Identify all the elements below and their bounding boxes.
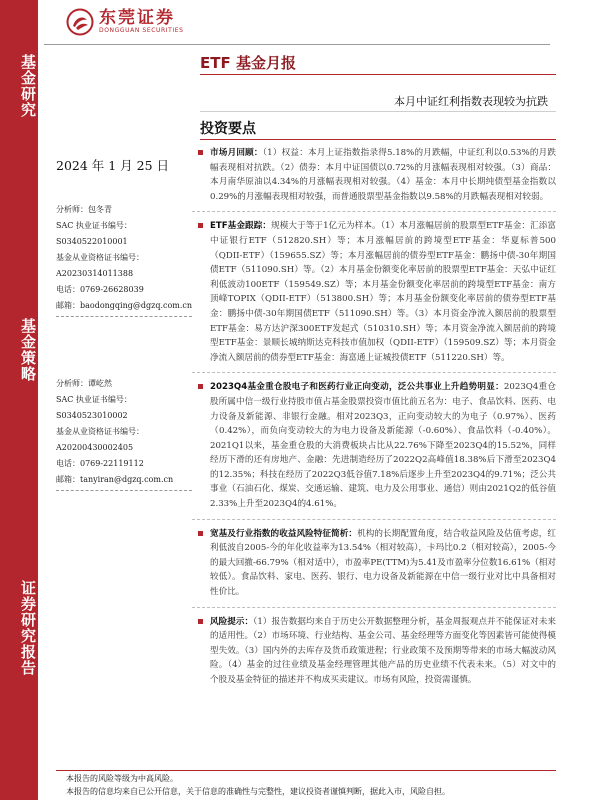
sidebar-label-fund-strategy: 基金策略 xyxy=(19,318,37,382)
point-body: 2023Q4重仓股所属中信一级行业持股市值占基金股票投资市值比前五名为：电子、食品饮料、医药、电力设备及新能源、非银行金融。相对2023Q3，正向变动较大的为电子（0.97%）、医药（0.42%），而负向变动较大的为电力设备及新能源（-0.60%）、食品饮料（-0.40%）。2021Q1以来，基金重仓股的大消费板块占比从22.76%下降至2023Q4的15.52%，同样经历下滑的还有房地产、金融：先进制造经历了2022Q2高峰值18.38%后下滑至2023Q4的12.35%；科技在经历了2022Q3低谷值7.18%后逐步上升至2023Q4的9.71%；泛公共事业（石油石化、煤炭、交通运输、建筑、电力及公用事业、通信）则由2021Q2的低谷值2.33%上升至2023Q4的4.61%。 xyxy=(210,382,556,510)
logo-english-name: DONGGUAN SECURITIES xyxy=(99,27,184,34)
report-date: 2024 年 1 月 25 日 xyxy=(56,158,170,173)
sidebar-label-securities-report: 证券研究报告 xyxy=(19,580,37,676)
sac-license-number: S0340523010002 xyxy=(56,411,128,420)
analyst-email: 邮箱：tanyiran@dgzq.com.cn xyxy=(56,475,174,484)
section-divider xyxy=(200,139,556,140)
header-divider xyxy=(44,44,550,45)
point-heading: 市场月回顾： xyxy=(210,148,263,158)
point-body: （1）权益：本月上证指数指录得5.18%的月跌幅，中证红利以0.53%的月跌幅表现相对抗跌。（2）债券：本月中证国债以0.72%的月涨幅表现相对较强。（3）商品：本月南华原油以4.34%的月涨幅表现相对较强。（4）基金：本月中长期纯债型基金指数以0.29%的月涨幅表现相对较强，而普通股票型基金指数以9.58%的月跌幅表现相对较弱。 xyxy=(210,148,556,202)
point-body: （1）报告数据均来自于历史公开数据整理分析，基金周报观点并不能保证对未来的适用性。（2）市场环境、行业结构、基金公司、基金经理等方面变化等因素皆可能使得模型失效。（3）国内外的去库存及货币政策进程；行业政策不及预期等带来的市场大幅波动风险。（4）基金的过往业绩及基金经理管理其他产品的历史业绩不代表未来。（5）对文中的个股及基金特征的描述并不构成买卖建议。市场有风险，投资需谨慎。 xyxy=(210,616,556,685)
subtitle-divider xyxy=(200,111,556,112)
sidebar-label-fund-research: 基金研究 xyxy=(19,54,37,118)
bullet-square-icon xyxy=(198,531,203,536)
fund-license-label: 基金从业资格证书编号： xyxy=(56,427,144,436)
analyst-divider xyxy=(56,316,192,317)
point-body: 机构的长期配置角度，结合收益风险及估值考虑，红利低波自2005-今的年化收益率为13.54%（相对较高），卡玛比0.2（相对较高），2005-今的最大回撤-66.79%（相对适中），市盈率PE(TTM)为5.41及市盈率分位数16.61%（相对较低）。食品饮料、家电、医药、银行、电力设备及新能源在中信一级行业对比中具备相对性价比。 xyxy=(210,528,556,598)
bullet-square-icon xyxy=(198,619,203,624)
info-source-note: 本报告的信息均来自已公开信息，关于信息的准确性与完整性，建议投资者谨慎判断，据此入市，风险自担。 xyxy=(66,787,450,796)
analyst-phone: 电话：0769-26628039 xyxy=(56,285,144,294)
analyst-divider xyxy=(56,490,192,491)
point-body: 规模大于等于1亿元为样本。（1）本月涨幅居前的股票型ETF基金：汇添富中证银行ETF（512820.SH）等；本月涨幅居前的跨境型ETF基金：华夏标普500（QDII-ETF）（159655.SZ）等；本月涨幅居前的债券型ETF基金：鹏扬中债-30年期国债ETF（511090.SH）等。（2）本月基金份额变化率居前的股票型ETF基金：天弘中证红利低波动100ETF（159549.SZ）等；本月基金份额变化率居前的跨境型ETF基金：南方顶峰TOPIX（QDII-ETF）（513800.SH）等；本月基金份额变化率居前的债券型ETF基金：鹏扬中债-30年期国债ETF（511090.SH）等。（3）本月资金净流入额居前的股票型ETF基金：易方达沪深300ETF发起式（510310.SH）等；本月资金净流入额居前的跨境型ETF基金：景顺长城纳斯达克科技市值加权（QDII-ETF）（159509.SZ）等；本月资金净流入额居前的债券型ETF基金：海富通上证城投债ETF（511220.SH）等。 xyxy=(210,221,556,363)
point-market-review xyxy=(192,146,556,212)
point-risk-return xyxy=(192,527,556,608)
fund-license-label: 基金从业资格证书编号： xyxy=(56,253,144,262)
key-points xyxy=(192,146,556,702)
point-heading: 2023Q4基金重仓股电子和医药行业正向变动，泛公共事业上升趋势明显： xyxy=(210,382,504,393)
sac-license-label: SAC 执业证书编号： xyxy=(56,221,132,230)
fund-license-number: A20230314011388 xyxy=(56,269,134,278)
point-heading: ETF基金跟踪： xyxy=(210,221,272,232)
point-heading: 宽基及行业指数的收益风险特征简析： xyxy=(210,528,358,539)
footer-disclaimer xyxy=(66,772,450,798)
point-holdings xyxy=(192,380,556,519)
report-subtitle: 本月中证红利指数表现较为抗跌 xyxy=(394,95,548,108)
logo-mark-icon xyxy=(66,8,94,36)
bullet-square-icon xyxy=(198,150,203,155)
analyst-email: 邮箱：baodongqing@dgzq.com.cn xyxy=(56,301,193,310)
risk-level-note: 本报告的风险等级为中高风险。 xyxy=(66,774,178,783)
footer-divider xyxy=(56,770,556,771)
point-etf-tracking xyxy=(192,219,556,373)
point-risk-warning xyxy=(192,615,556,695)
fund-license-number: A20200430002405 xyxy=(56,443,134,452)
sidebar xyxy=(0,0,38,800)
analyst-name: 分析师：谭屹然 xyxy=(56,379,112,388)
analyst-card-2 xyxy=(56,376,192,488)
sac-license-number: S0340522010001 xyxy=(56,237,128,246)
section-heading: 投资要点 xyxy=(200,121,256,137)
analyst-card-1 xyxy=(56,202,192,314)
point-heading: 风险提示： xyxy=(210,616,254,627)
logo-chinese-name: 东莞证券 xyxy=(99,8,175,28)
analyst-name: 分析师：包冬青 xyxy=(56,205,112,214)
sac-license-label: SAC 执业证书编号： xyxy=(56,395,132,404)
title-divider xyxy=(200,74,556,75)
report-title: ETF 基金月报 xyxy=(200,54,296,72)
company-logo xyxy=(66,4,184,40)
analyst-phone: 电话：0769-22119112 xyxy=(56,459,144,468)
bullet-square-icon xyxy=(198,384,203,389)
bullet-square-icon xyxy=(198,223,203,228)
